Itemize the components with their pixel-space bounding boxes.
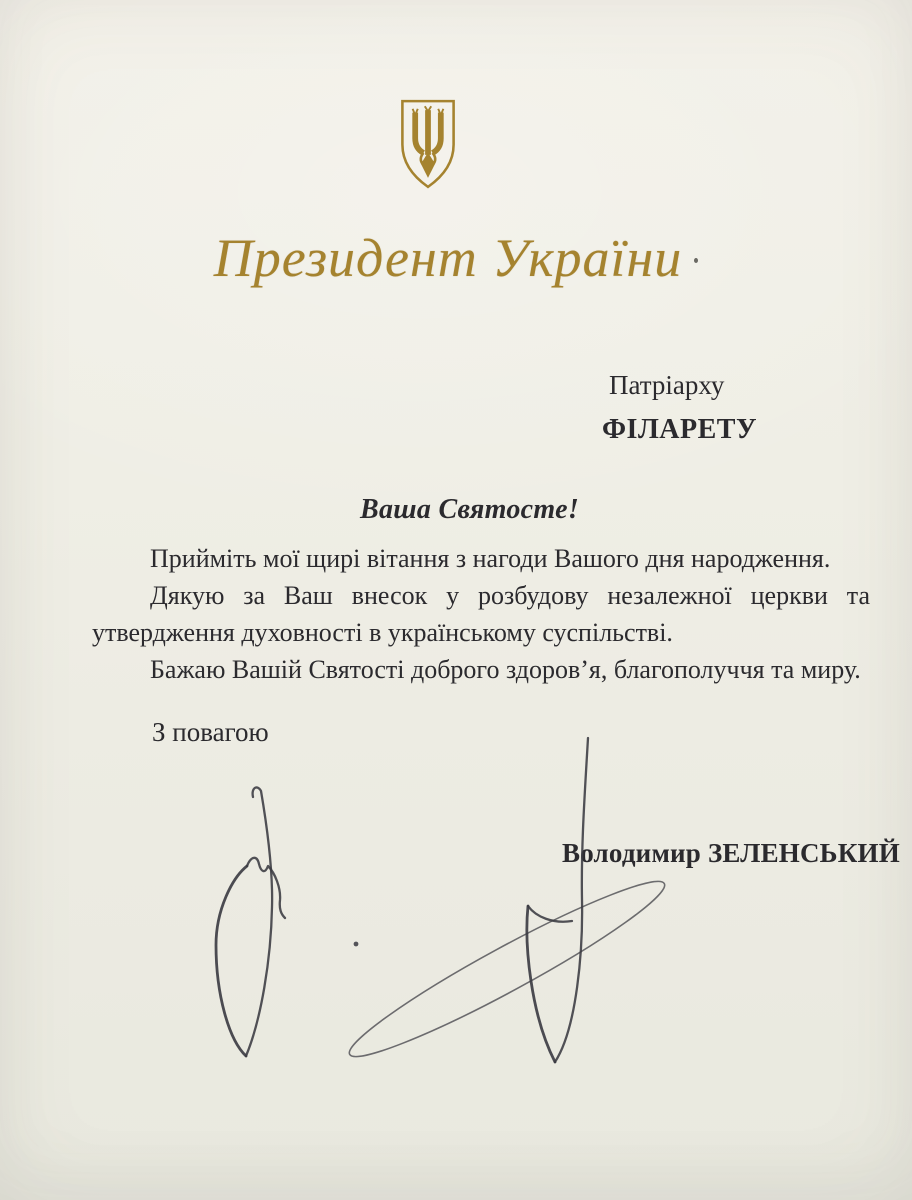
addressee-block — [602, 368, 757, 447]
letter-body — [92, 540, 870, 688]
ukraine-trident-icon — [396, 95, 460, 193]
letterhead-title: Президент України — [213, 228, 683, 288]
signer-name: Володимир ЗЕЛЕНСЬКИЙ — [562, 838, 900, 868]
paragraph-wishes: Бажаю Вашій Святості доброго здоров’я, благополуччя та миру. — [150, 655, 861, 684]
ink-dot-artifact — [694, 258, 698, 263]
paragraph-thanks: Дякую за Ваш внесок у розбудову незалежної церкви та утвердження духовності в українському суспільстві. — [92, 581, 870, 647]
addressee-role: Патріарху — [609, 370, 725, 400]
addressee-name: ФІЛАРЕТУ — [602, 414, 758, 445]
paragraph-greeting: Прийміть мої щирі вітання з нагоди Вашого дня народження. — [150, 544, 831, 573]
salutation: Ваша Святосте! — [360, 494, 580, 525]
handwritten-signature — [180, 728, 700, 1088]
valediction: З повагою — [152, 717, 269, 747]
